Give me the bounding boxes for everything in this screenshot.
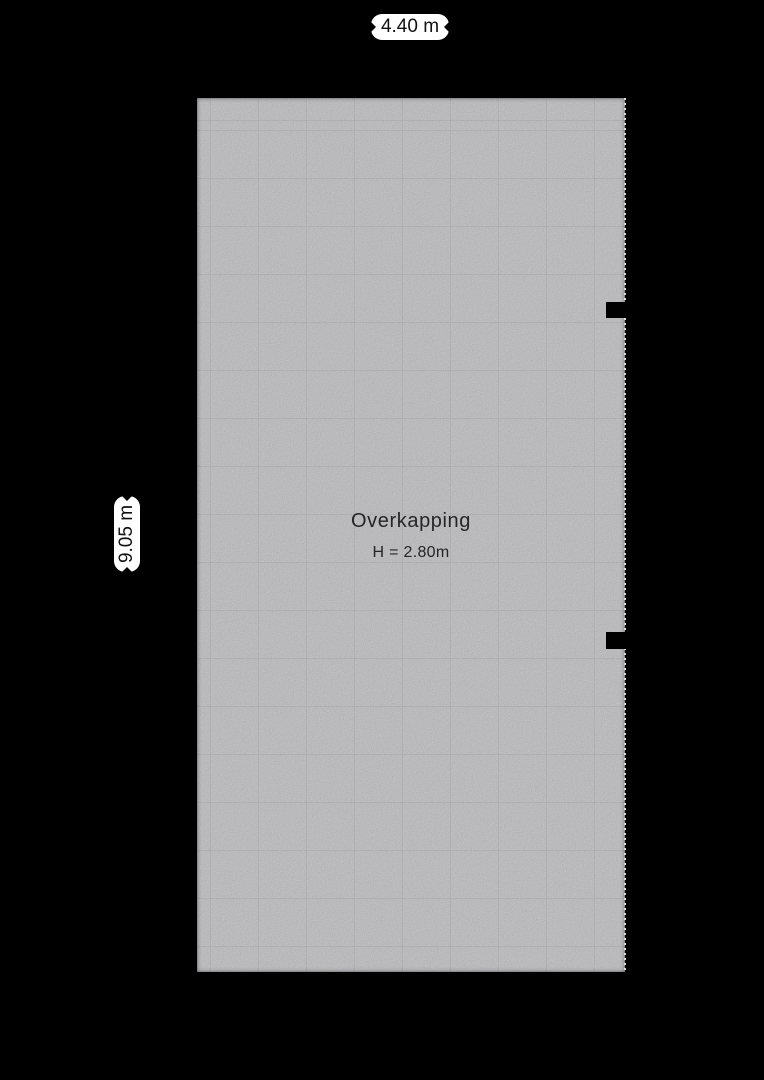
post-marker [606,302,627,318]
dimension-label-height [114,496,140,572]
room-name-label: Overkapping [351,510,471,532]
dimension-width-text: 4.40 m [380,16,440,37]
dimension-height-text: 9.05 m [116,504,137,564]
dimension-label-width [371,14,449,40]
room-label-block [197,511,625,561]
floor-area-overkapping [197,98,625,972]
room-height-label: H = 2.80m [372,544,450,561]
post-marker [606,632,627,649]
